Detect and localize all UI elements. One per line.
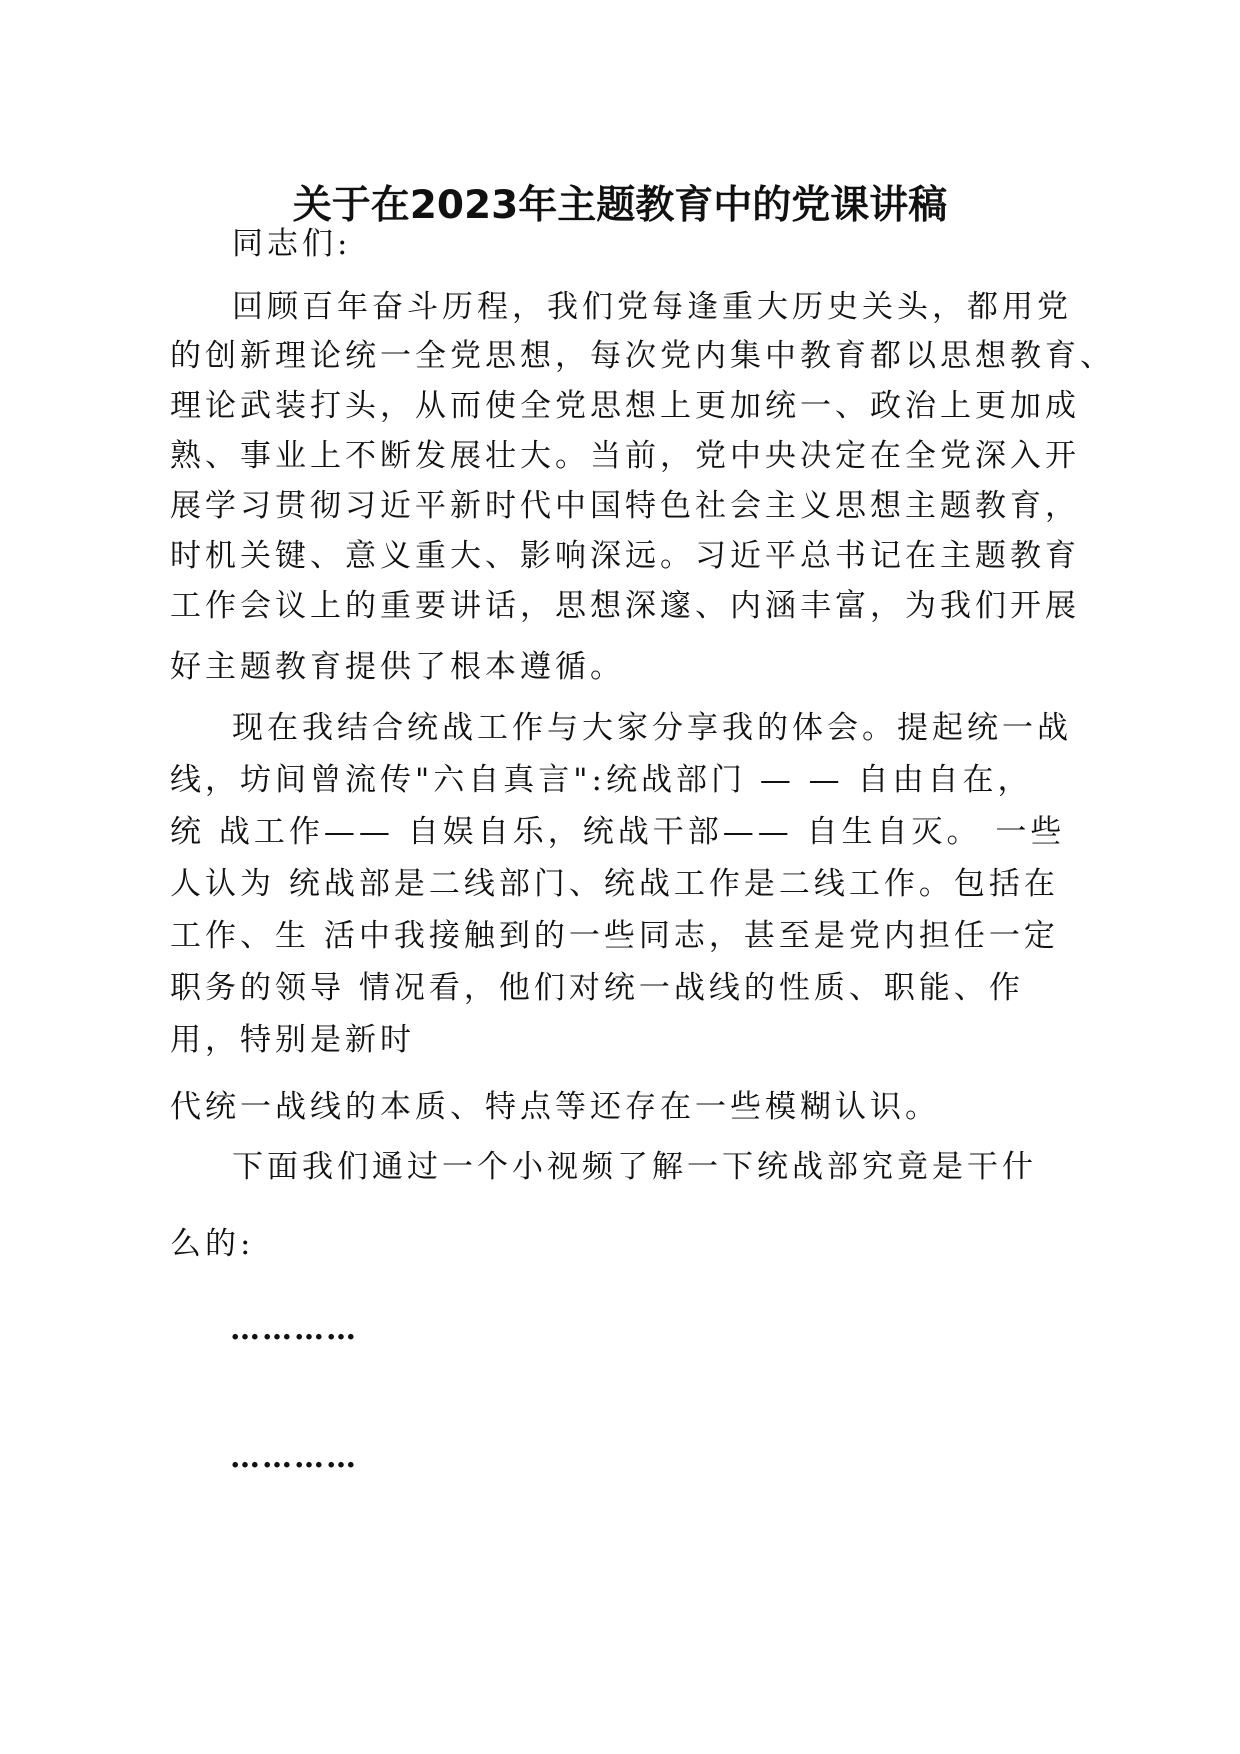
paragraph-1-line-3: 理论武装打头，从而使全党思想上更加统一、政治上更加成 — [170, 388, 1080, 424]
paragraph-1-line-4: 熟、事业上不断发展壮大。当前，党中央决定在全党深入开 — [170, 438, 1080, 474]
paragraph-1-line-1: 回顾百年奋斗历程，我们党每逢重大历史关头，都用党 — [232, 289, 1072, 325]
paragraph-2-line-1: 现在我结合统战工作与大家分享我的体会。提起统一战 — [232, 710, 1072, 746]
paragraph-2-line-5: 工作、生 活中我接触到的一些同志，甚至是党内担任一定 — [170, 918, 1059, 954]
ellipsis-1: ………… — [230, 1312, 358, 1347]
paragraph-1-line-8: 好主题教育提供了根本遵循。 — [170, 649, 625, 685]
paragraph-2-line-6: 职务的领导 情况看，他们对统一战线的性质、职能、作 — [170, 970, 1024, 1006]
paragraph-3-line-1: 下面我们通过一个小视频了解一下统战部究竟是干什 — [232, 1149, 1037, 1185]
paragraph-3-line-2: 么的: — [170, 1226, 255, 1262]
paragraph-2-line-2: 线，坊间曾流传"六自真言":统战部门 — — 自由自在， — [170, 762, 1033, 798]
salutation: 同志们: — [232, 226, 352, 262]
paragraph-2-line-7: 用，特别是新时 — [170, 1022, 415, 1058]
paragraph-1-line-6: 时机关键、意义重大、影响深远。习近平总书记在主题教育 — [170, 538, 1080, 574]
document-title: 关于在2023年主题教育中的党课讲稿 — [292, 183, 948, 228]
paragraph-1-line-7: 工作会议上的重要讲话，思想深邃、内涵丰富，为我们开展 — [170, 588, 1080, 624]
paragraph-2-line-8: 代统一战线的本质、特点等还存在一些模糊认识。 — [170, 1089, 940, 1125]
paragraph-2-line-4: 人认为 统战部是二线部门、统战工作是二线工作。包括在 — [170, 866, 1059, 902]
ellipsis-2: ………… — [230, 1440, 358, 1475]
paragraph-2-line-3: 统 战工作—— 自娱自乐，统战干部—— 自生自灭。 一些 — [170, 814, 1066, 850]
paragraph-1-line-5: 展学习贯彻习近平新时代中国特色社会主义思想主题教育， — [170, 488, 1080, 524]
paragraph-1-line-2: 的创新理论统一全党思想，每次党内集中教育都以思想教育、 — [170, 338, 1115, 374]
